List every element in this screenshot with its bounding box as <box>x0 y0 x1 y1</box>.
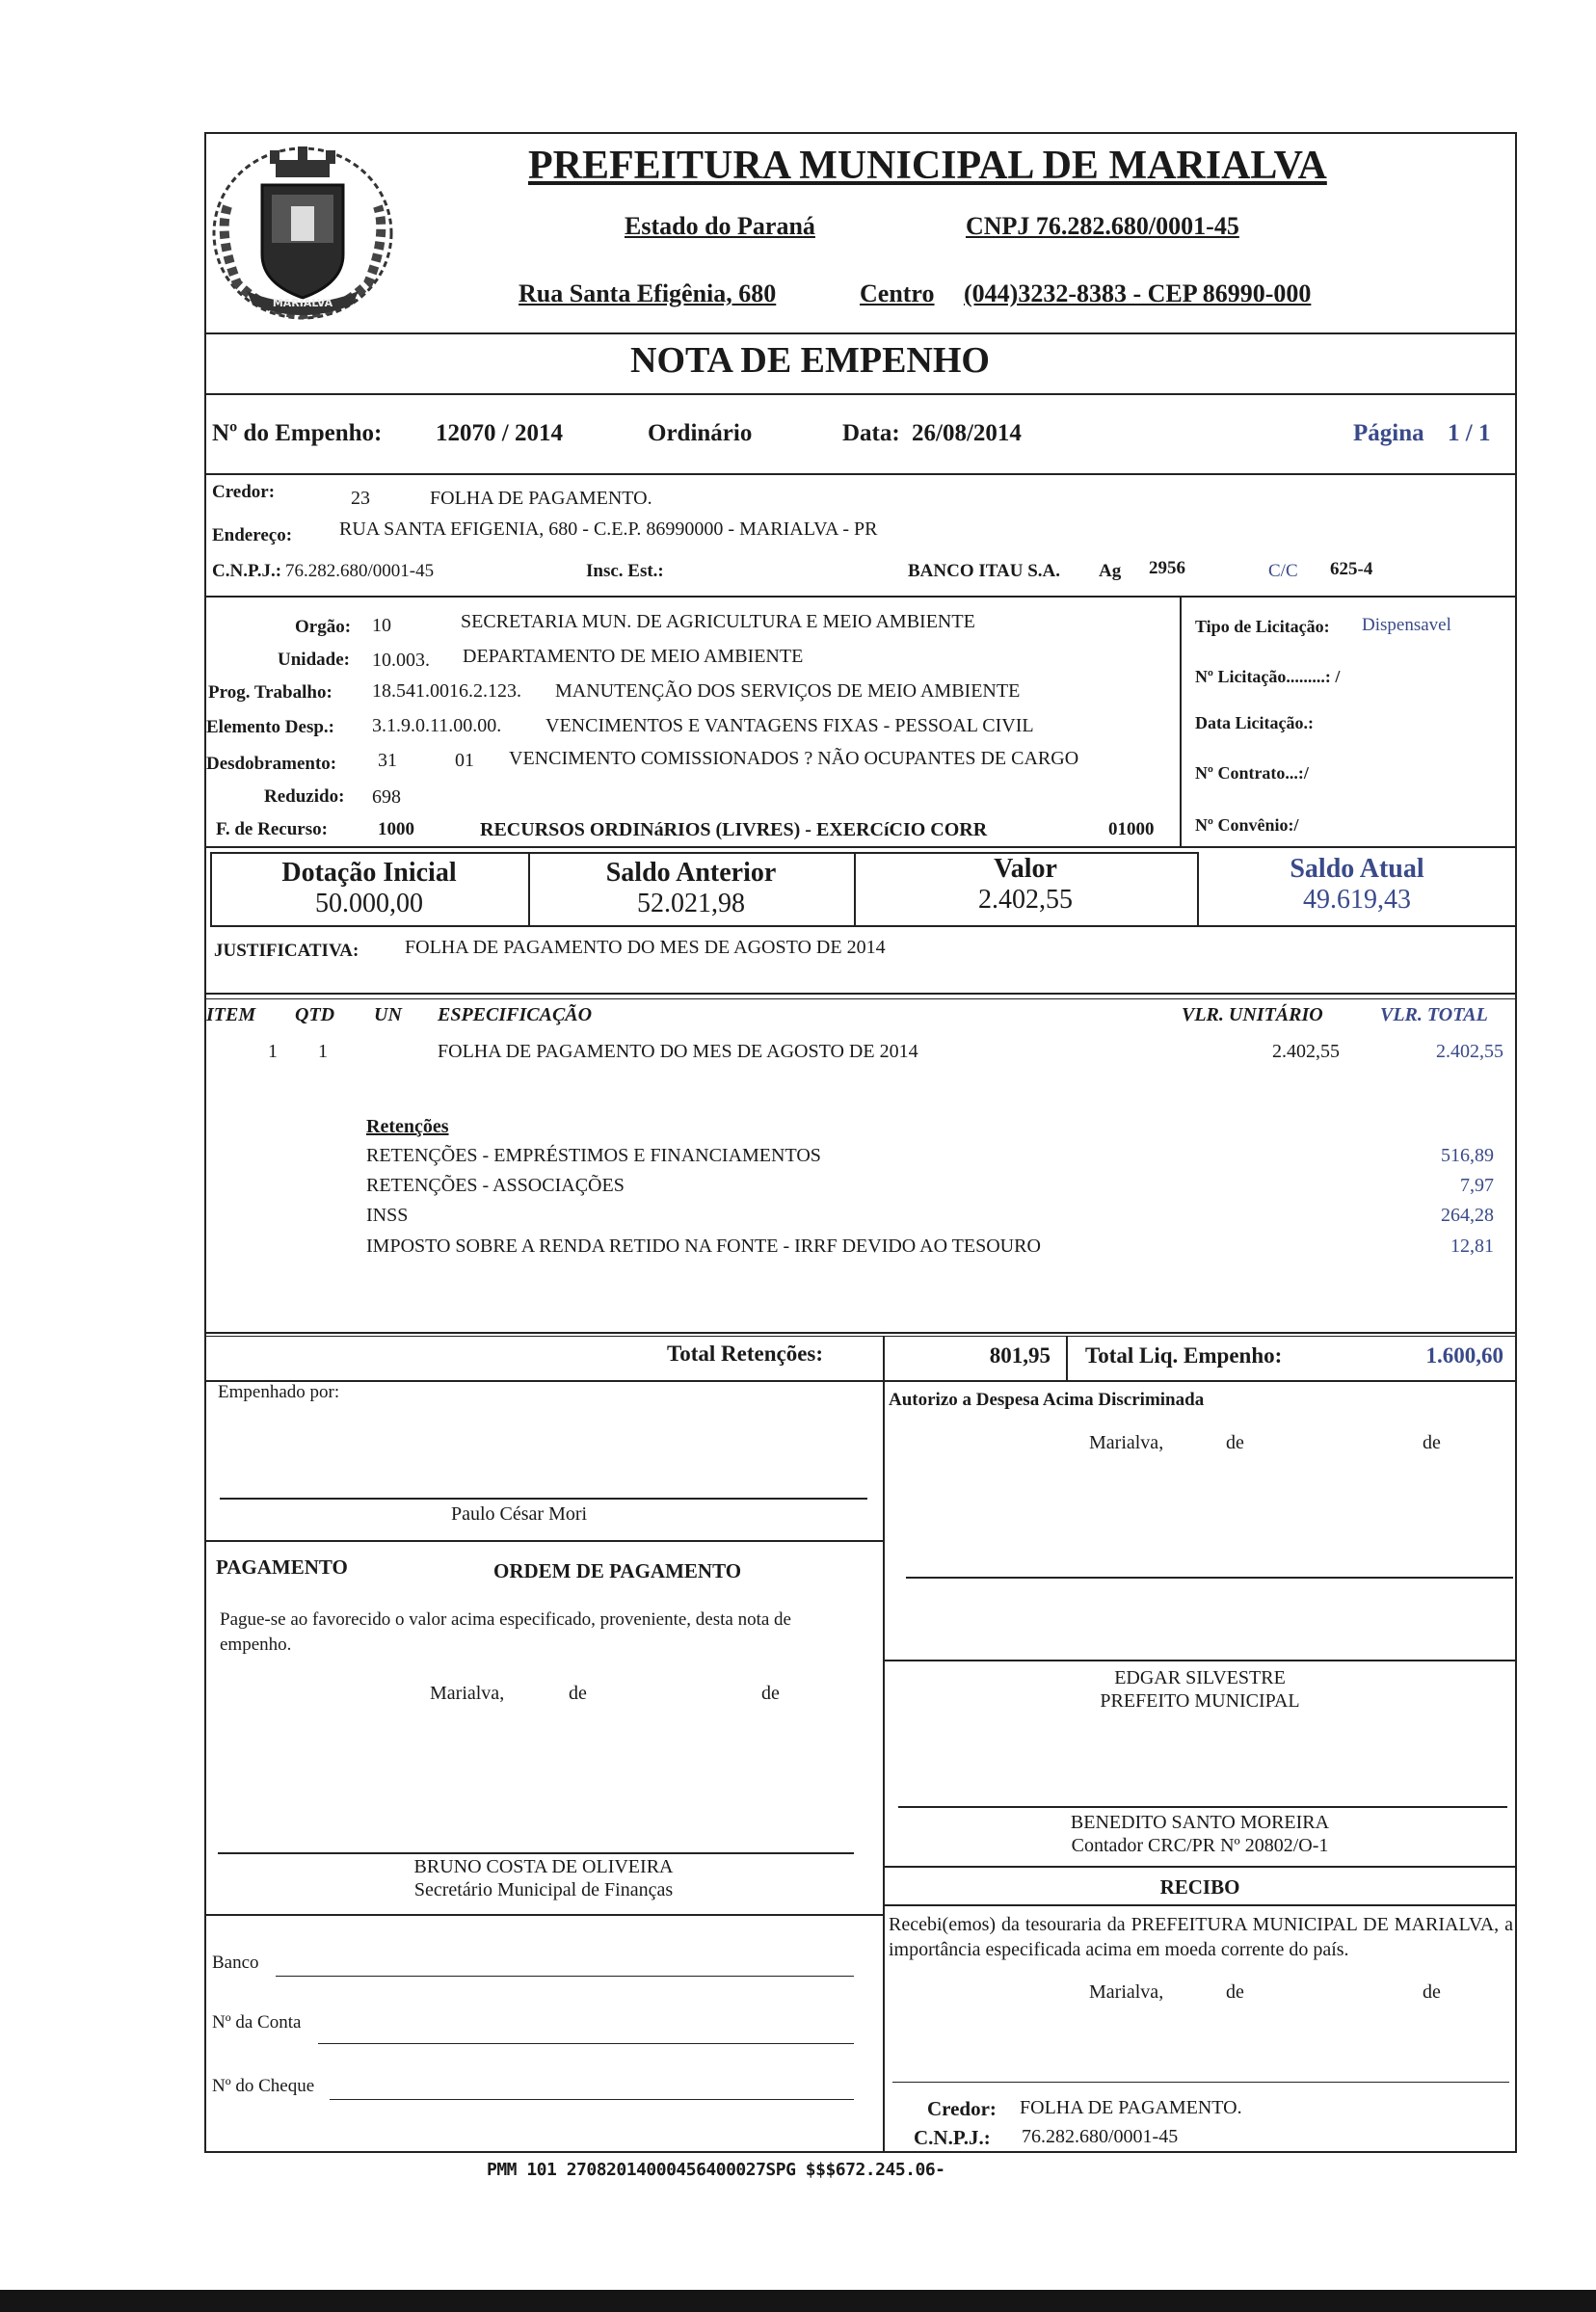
contador-role: Contador CRC/PR Nº 20802/O-1 <box>1071 1835 1329 1856</box>
endereco-label: Endereço: <box>212 525 293 545</box>
unidade-label: Unidade: <box>278 650 350 670</box>
desdobramento-name: VENCIMENTO COMISSIONADOS ? NÃO OCUPANTES DE CARGO <box>509 748 1079 769</box>
elemento-label: Elemento Desp.: <box>206 717 334 737</box>
recibo-de: de <box>1423 1981 1441 2003</box>
pagamento-label: PAGAMENTO <box>216 1555 348 1579</box>
prog-name: MANUTENÇÃO DOS SERVIÇOS DE MEIO AMBIENTE <box>555 680 1021 702</box>
retencoes-title: Retenções <box>366 1116 449 1137</box>
cheque-label: Nº do Cheque <box>212 2076 315 2096</box>
prog-code: 18.541.0016.2.123. <box>372 680 521 702</box>
divider <box>204 393 1517 395</box>
col-vlr-total: VLR. TOTAL <box>1380 1004 1488 1025</box>
dotacao-inicial-label: Dotação Inicial <box>281 858 457 888</box>
svg-text:MARIALVA: MARIALVA <box>272 297 333 309</box>
divider <box>883 1904 1517 1906</box>
item-total-value: 2.402,55 <box>1436 1041 1503 1062</box>
credor-code: 23 <box>351 488 370 509</box>
recibo-cnpj-label: C.N.P.J.: <box>914 2126 991 2149</box>
licitacao-contrato: Nº Contrato...:/ <box>1195 763 1309 783</box>
divider <box>204 1332 1517 1334</box>
page-label: Página <box>1353 420 1424 446</box>
signature-line <box>220 1498 867 1500</box>
ordem-pagamento-label: ORDEM DE PAGAMENTO <box>493 1559 742 1582</box>
autorizo-de: de <box>1423 1432 1441 1453</box>
recibo-city: Marialva, <box>1089 1981 1164 2003</box>
total-retencoes-label: Total Retenções: <box>667 1342 824 1366</box>
divider <box>204 993 1517 995</box>
desdobramento-label: Desdobramento: <box>206 754 337 774</box>
credor-label: Credor: <box>212 482 276 502</box>
divider <box>204 1914 883 1916</box>
secretario-role: Secretário Municipal de Finanças <box>413 1879 674 1900</box>
address-district: Centro <box>860 279 935 307</box>
col-especificacao: ESPECIFICAÇÃO <box>438 1004 593 1025</box>
pagamento-city: Marialva, <box>430 1683 505 1704</box>
empenhado-por-label: Empenhado por: <box>218 1382 340 1402</box>
cc-value: 625-4 <box>1330 559 1373 579</box>
agencia-label: Ag <box>1099 561 1122 581</box>
autorizo-de: de <box>1226 1432 1244 1453</box>
total-liquido: 1.600,60 <box>1425 1343 1503 1368</box>
retencao-value: 516,89 <box>1441 1145 1494 1166</box>
divider <box>204 473 1517 475</box>
recibo-credor: FOLHA DE PAGAMENTO. <box>1020 2097 1242 2118</box>
divider <box>204 998 1517 999</box>
divider <box>204 332 1517 334</box>
divider <box>204 1336 1517 1337</box>
reduzido-label: Reduzido: <box>264 786 345 807</box>
divider <box>883 1380 885 2151</box>
signature-line <box>898 1806 1507 1808</box>
autorizo-label: Autorizo a Despesa Acima Discriminada <box>889 1390 1205 1410</box>
banco-name: BANCO ITAU S.A. <box>908 561 1061 581</box>
divider <box>883 1336 885 1382</box>
signature-line <box>218 1852 854 1854</box>
reduzido-value: 698 <box>372 786 401 808</box>
contador-name: BENEDITO SANTO MOREIRA <box>1070 1812 1330 1833</box>
elemento-code: 3.1.9.0.11.00.00. <box>372 715 502 736</box>
recurso-label: F. de Recurso: <box>216 819 328 839</box>
scan-edge <box>0 2290 1596 2312</box>
divider <box>204 846 1517 848</box>
header-cnpj: CNPJ 76.282.680/0001-45 <box>966 212 1239 240</box>
prefeito-name: EDGAR SILVESTRE <box>1114 1667 1286 1688</box>
recibo-credor-label: Credor: <box>927 2097 997 2120</box>
credor-name: FOLHA DE PAGAMENTO. <box>430 488 652 509</box>
divider <box>204 596 1517 598</box>
valor: 2.402,55 <box>978 885 1073 915</box>
col-vlr-unitario: VLR. UNITÁRIO <box>1182 1004 1323 1025</box>
licitacao-data: Data Licitação.: <box>1195 713 1314 732</box>
retencao-desc: IMPOSTO SOBRE A RENDA RETIDO NA FONTE - IRRF DEVIDO AO TESOURO <box>366 1236 1041 1257</box>
empenho-date-label: Data: <box>842 420 900 446</box>
orgao-name: SECRETARIA MUN. DE AGRICULTURA E MEIO AMBIENTE <box>461 611 975 632</box>
recurso-name: RECURSOS ORDINáRIOS (LIVRES) - EXERCíCIO CORR <box>480 819 988 840</box>
desdobramento-code1: 31 <box>378 750 397 771</box>
dotacao-inicial: 50.000,00 <box>315 889 423 918</box>
saldo-anterior-label: Saldo Anterior <box>605 858 777 888</box>
saldo-atual: 49.619,43 <box>1303 885 1411 915</box>
retencao-desc: RETENÇÕES - EMPRÉSTIMOS E FINANCIAMENTOS <box>366 1145 821 1166</box>
pagamento-de: de <box>569 1683 587 1704</box>
total-retencoes: 801,95 <box>989 1343 1051 1368</box>
recibo-title: RECIBO <box>1159 1875 1240 1899</box>
state-name: Estado do Paraná <box>625 212 815 240</box>
divider <box>204 1380 1517 1382</box>
item-number: 1 <box>268 1041 278 1062</box>
item-desc: FOLHA DE PAGAMENTO DO MES DE AGOSTO DE 2014 <box>438 1041 918 1062</box>
divider <box>883 1866 1517 1868</box>
valor-label: Valor <box>994 854 1057 884</box>
empenhado-por-name: Paulo César Mori <box>451 1503 588 1525</box>
elemento-name: VENCIMENTOS E VANTAGENS FIXAS - PESSOAL CIVIL <box>545 715 1034 736</box>
item-unit-value: 2.402,55 <box>1272 1041 1340 1062</box>
field-line <box>330 2099 854 2100</box>
address-street: Rua Santa Efigênia, 680 <box>519 279 777 307</box>
saldo-anterior: 52.021,98 <box>637 889 745 918</box>
recibo-cnpj: 76.282.680/0001-45 <box>1022 2126 1179 2147</box>
unidade-name: DEPARTAMENTO DE MEIO AMBIENTE <box>463 646 804 667</box>
recibo-text: Recebi(emos) da tesouraria da PREFEITURA MUNICIPAL DE MARIALVA, a importância especificada acima em moeda corrente do país. <box>889 1914 1513 1960</box>
col-qtd: QTD <box>295 1004 335 1025</box>
orgao-label: Orgão: <box>295 617 352 637</box>
divider <box>1066 1336 1068 1382</box>
licitacao-tipo-label: Tipo de Licitação: <box>1195 617 1330 636</box>
prog-label: Prog. Trabalho: <box>208 682 332 703</box>
conta-label: Nº da Conta <box>212 2012 302 2033</box>
unidade-code: 10.003. <box>372 650 430 671</box>
retencao-desc: RETENÇÕES - ASSOCIAÇÕES <box>366 1175 625 1196</box>
pague-se-text: Pague-se ao favorecido o valor acima especificado, proveniente, desta nota de empenho. <box>220 1609 791 1655</box>
saldo-atual-label: Saldo Atual <box>1290 854 1424 884</box>
empenho-number-label: Nº do Empenho: <box>212 420 383 446</box>
desdobramento-code2: 01 <box>455 750 474 771</box>
page-number: 1 / 1 <box>1448 420 1491 446</box>
barcode-text: PMM 101 27082014000456400027SPG $$$672.245.06- <box>487 2160 945 2180</box>
retencao-desc: INSS <box>366 1205 409 1226</box>
cc-label: C/C <box>1268 561 1298 581</box>
orgao-code: 10 <box>372 615 391 636</box>
retencao-value: 7,97 <box>1460 1175 1494 1196</box>
signature-line <box>892 2082 1509 2083</box>
field-line <box>276 1976 854 1977</box>
licitacao-tipo: Dispensavel <box>1362 615 1451 635</box>
coat-of-arms-icon <box>208 139 397 328</box>
empenho-type: Ordinário <box>648 420 753 446</box>
col-un: UN <box>374 1004 402 1025</box>
divider <box>210 925 1517 927</box>
doc-title: NOTA DE EMPENHO <box>630 340 990 381</box>
divider <box>204 1540 883 1542</box>
divider <box>1180 596 1182 848</box>
recibo-de: de <box>1226 1981 1244 2003</box>
credor-cnpj: 76.282.680/0001-45 <box>285 561 435 581</box>
insc-label: Insc. Est.: <box>586 561 664 581</box>
item-qtd: 1 <box>318 1041 328 1062</box>
credor-cnpj-label: C.N.P.J.: <box>212 561 282 581</box>
page-title: PREFEITURA MUNICIPAL DE MARIALVA <box>528 144 1327 188</box>
recurso-code2: 01000 <box>1108 819 1155 839</box>
recurso-code: 1000 <box>378 819 414 839</box>
justificativa-text: FOLHA DE PAGAMENTO DO MES DE AGOSTO DE 2014 <box>405 937 886 958</box>
retencao-value: 12,81 <box>1450 1236 1494 1257</box>
pagamento-de: de <box>761 1683 780 1704</box>
signature-line <box>906 1577 1513 1579</box>
autorizo-city: Marialva, <box>1089 1432 1164 1453</box>
empenho-number: 12070 / 2014 <box>436 420 563 446</box>
empenho-date: 26/08/2014 <box>912 420 1022 446</box>
divider <box>883 1660 1517 1661</box>
address-phone-cep: (044)3232-8383 - CEP 86990-000 <box>964 279 1312 307</box>
agencia-value: 2956 <box>1149 558 1185 578</box>
banco-label: Banco <box>212 1953 259 1973</box>
total-liquido-label: Total Liq. Empenho: <box>1085 1343 1283 1368</box>
secretario-name: BRUNO COSTA DE OLIVEIRA <box>413 1856 674 1877</box>
prefeito-role: PREFEITO MUNICIPAL <box>1100 1690 1300 1712</box>
field-line <box>318 2043 854 2044</box>
justificativa-label: JUSTIFICATIVA: <box>214 941 359 961</box>
licitacao-numero: Nº Licitação.........: / <box>1195 667 1341 686</box>
col-item: ITEM <box>206 1004 256 1025</box>
endereco-value: RUA SANTA EFIGENIA, 680 - C.E.P. 86990000 - MARIALVA - PR <box>339 518 878 540</box>
retencao-value: 264,28 <box>1441 1205 1494 1226</box>
licitacao-convenio: Nº Convênio:/ <box>1195 815 1299 835</box>
